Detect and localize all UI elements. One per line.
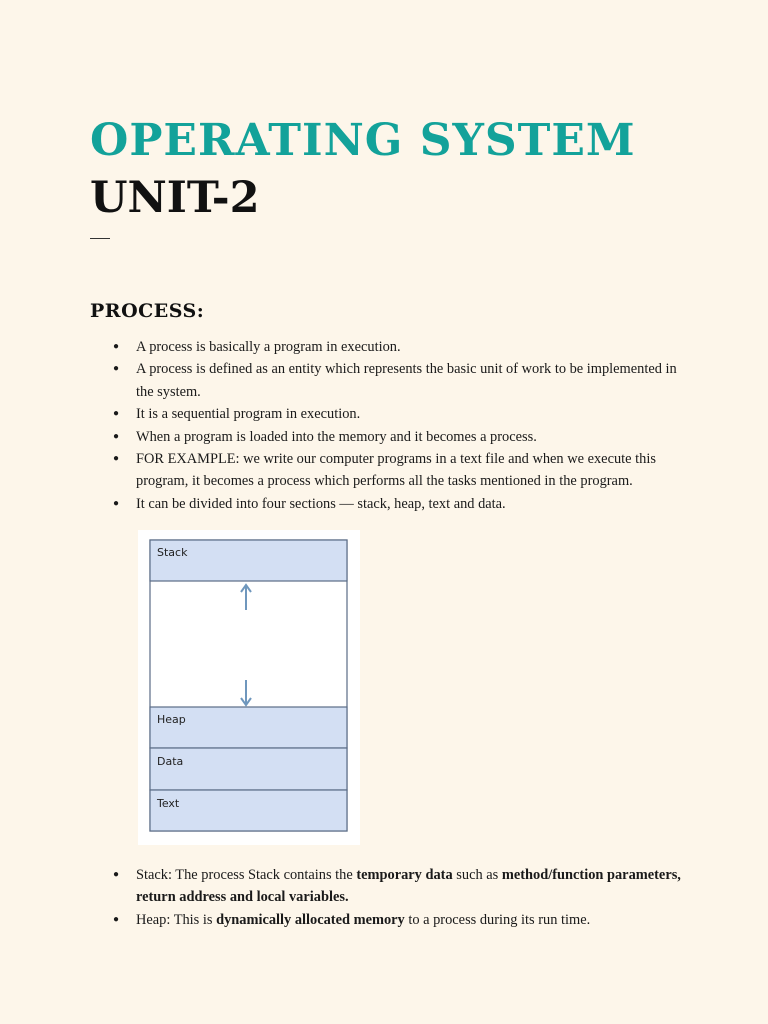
bullet-icon: ● (113, 430, 120, 442)
bold-text: method/function parameters, return address and local variables. (136, 867, 681, 906)
text-section (150, 790, 347, 831)
process-memory-figure (138, 530, 360, 845)
list-item (0, 448, 768, 493)
bullet-icon: ● (113, 869, 120, 880)
section-detail-list (0, 864, 768, 931)
title-divider (90, 238, 110, 239)
document-title: OPERATING SYSTEM (90, 115, 636, 166)
bullet-icon: ● (113, 913, 120, 925)
bullet-icon: ● (113, 363, 120, 375)
list-item (0, 864, 768, 909)
bullet-icon: ● (113, 453, 120, 465)
process-memory-diagram (138, 530, 360, 845)
list-item-text: A process is defined as an entity which represents the basic unit of work to be implemented in the system. (136, 361, 677, 400)
bullet-icon: ● (113, 497, 120, 509)
text-run: Heap: This is (136, 911, 217, 928)
list-item (0, 403, 768, 425)
bold-text: temporary data (356, 867, 453, 883)
list-item (0, 426, 768, 448)
text-run: to a process during its run time. (404, 911, 591, 928)
list-item (0, 909, 768, 931)
section-heading: PROCESS: (90, 300, 205, 322)
list-item-text: It is a sequential program in execution. (136, 406, 361, 423)
list-item (0, 493, 768, 515)
text-run: such as (452, 867, 502, 883)
data-label: Data (157, 755, 184, 768)
text-label: Text (157, 797, 180, 810)
document-subtitle: UNIT-2 (90, 173, 260, 223)
heap-description (136, 912, 590, 928)
list-item-text: It can be divided into four sections — stack, heap, text and data. (136, 495, 506, 512)
text-run: Stack: The process Stack contains the (136, 867, 357, 883)
bold-text: dynamically allocated memory (216, 911, 405, 928)
stack-label: Stack (157, 546, 188, 559)
bullet-icon: ● (113, 408, 120, 420)
list-item-text: FOR EXAMPLE: we write our computer programs in a text file and when we execute this program, it becomes a process which performs all the tasks mentioned in the program. (136, 451, 656, 490)
heap-label: Heap (157, 713, 186, 726)
list-item-text: A process is basically a program in execution. (136, 339, 401, 355)
process-bullet-list (0, 336, 768, 515)
stack-description (136, 867, 681, 905)
bullet-icon: ● (113, 341, 120, 352)
list-item (0, 336, 768, 358)
list-item (0, 358, 768, 403)
list-item-text: When a program is loaded into the memory and it becomes a process. (136, 428, 537, 445)
